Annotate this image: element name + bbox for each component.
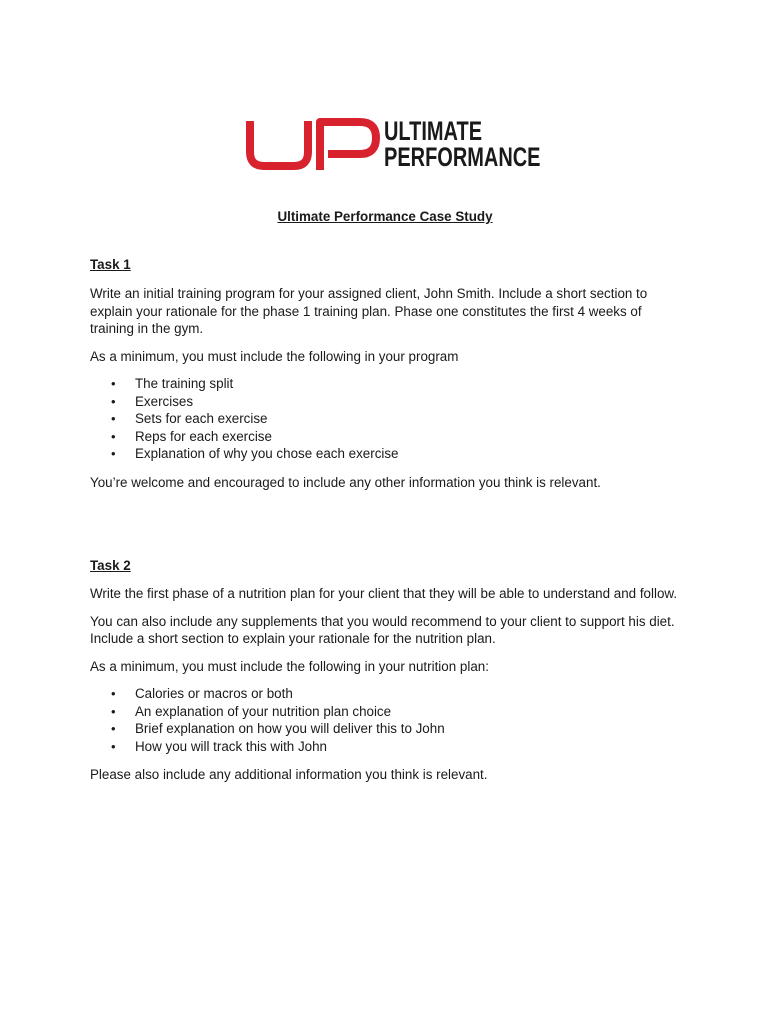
- list-item-text: The training split: [135, 376, 234, 391]
- list-item: [111, 685, 680, 703]
- task1-intro: Write an initial training program for your assigned client, John Smith. Include a short section to explain your rationale for the phase 1 training plan. Phase one constitutes the first 4 weeks of training in the gym.: [90, 286, 648, 336]
- task2-minimum: As a minimum, you must include the following in your nutrition plan:: [90, 658, 489, 674]
- list-item: [111, 410, 680, 428]
- list-item: [111, 393, 680, 411]
- list-item: [111, 428, 680, 446]
- list-item: [111, 375, 680, 393]
- task1-requirements-list: [90, 375, 680, 463]
- task2-supplements: You can also include any supplements that you would recommend to your client to support his diet. Include a short section to explain your rationale for the nutrition plan.: [90, 613, 675, 646]
- logo-line-performance: PERFORMANCE: [384, 142, 541, 172]
- task2-closing: Please also include any additional information you think is relevant.: [90, 767, 488, 782]
- list-item-text: An explanation of your nutrition plan choice: [135, 703, 392, 719]
- task1-minimum: As a minimum, you must include the following in your program: [90, 348, 459, 364]
- bullet-icon: •: [111, 446, 116, 461]
- list-item-text: Calories or macros or both: [135, 686, 293, 701]
- list-item: [111, 720, 680, 738]
- bullet-icon: •: [111, 376, 116, 391]
- logo-wordmark: [384, 118, 541, 170]
- bullet-icon: •: [111, 686, 116, 701]
- task2-intro: Write the first phase of a nutrition plan for your client that they will be able to understand and follow.: [90, 586, 678, 601]
- task2-heading: Task 2: [90, 558, 131, 573]
- bullet-icon: •: [111, 721, 116, 736]
- list-item-text: Exercises: [135, 393, 194, 409]
- list-item-text: Explanation of why you chose each exercise: [135, 446, 399, 461]
- task1-closing: You’re welcome and encouraged to include any other information you think is relevant.: [90, 474, 601, 490]
- bullet-icon: •: [111, 428, 116, 444]
- up-logo-mark: [246, 118, 380, 170]
- task2-requirements-list: [90, 685, 680, 755]
- list-item-text: How you will track this with John: [135, 738, 328, 754]
- ultimate-performance-logo: [246, 116, 541, 174]
- task1-heading: Task 1: [90, 257, 131, 272]
- bullet-icon: •: [111, 411, 116, 426]
- document-body: [90, 208, 680, 784]
- list-item: [111, 445, 680, 463]
- bullet-icon: •: [111, 393, 116, 409]
- bullet-icon: •: [111, 703, 116, 719]
- list-item: [111, 738, 680, 756]
- logo-line-ultimate: ULTIMATE: [384, 116, 483, 146]
- list-item-text: Sets for each exercise: [135, 411, 268, 426]
- list-item-text: Reps for each exercise: [135, 428, 272, 444]
- document-title: Ultimate Performance Case Study: [277, 209, 493, 224]
- list-item-text: Brief explanation on how you will deliver this to John: [135, 721, 445, 736]
- list-item: [111, 703, 680, 721]
- bullet-icon: •: [111, 738, 116, 754]
